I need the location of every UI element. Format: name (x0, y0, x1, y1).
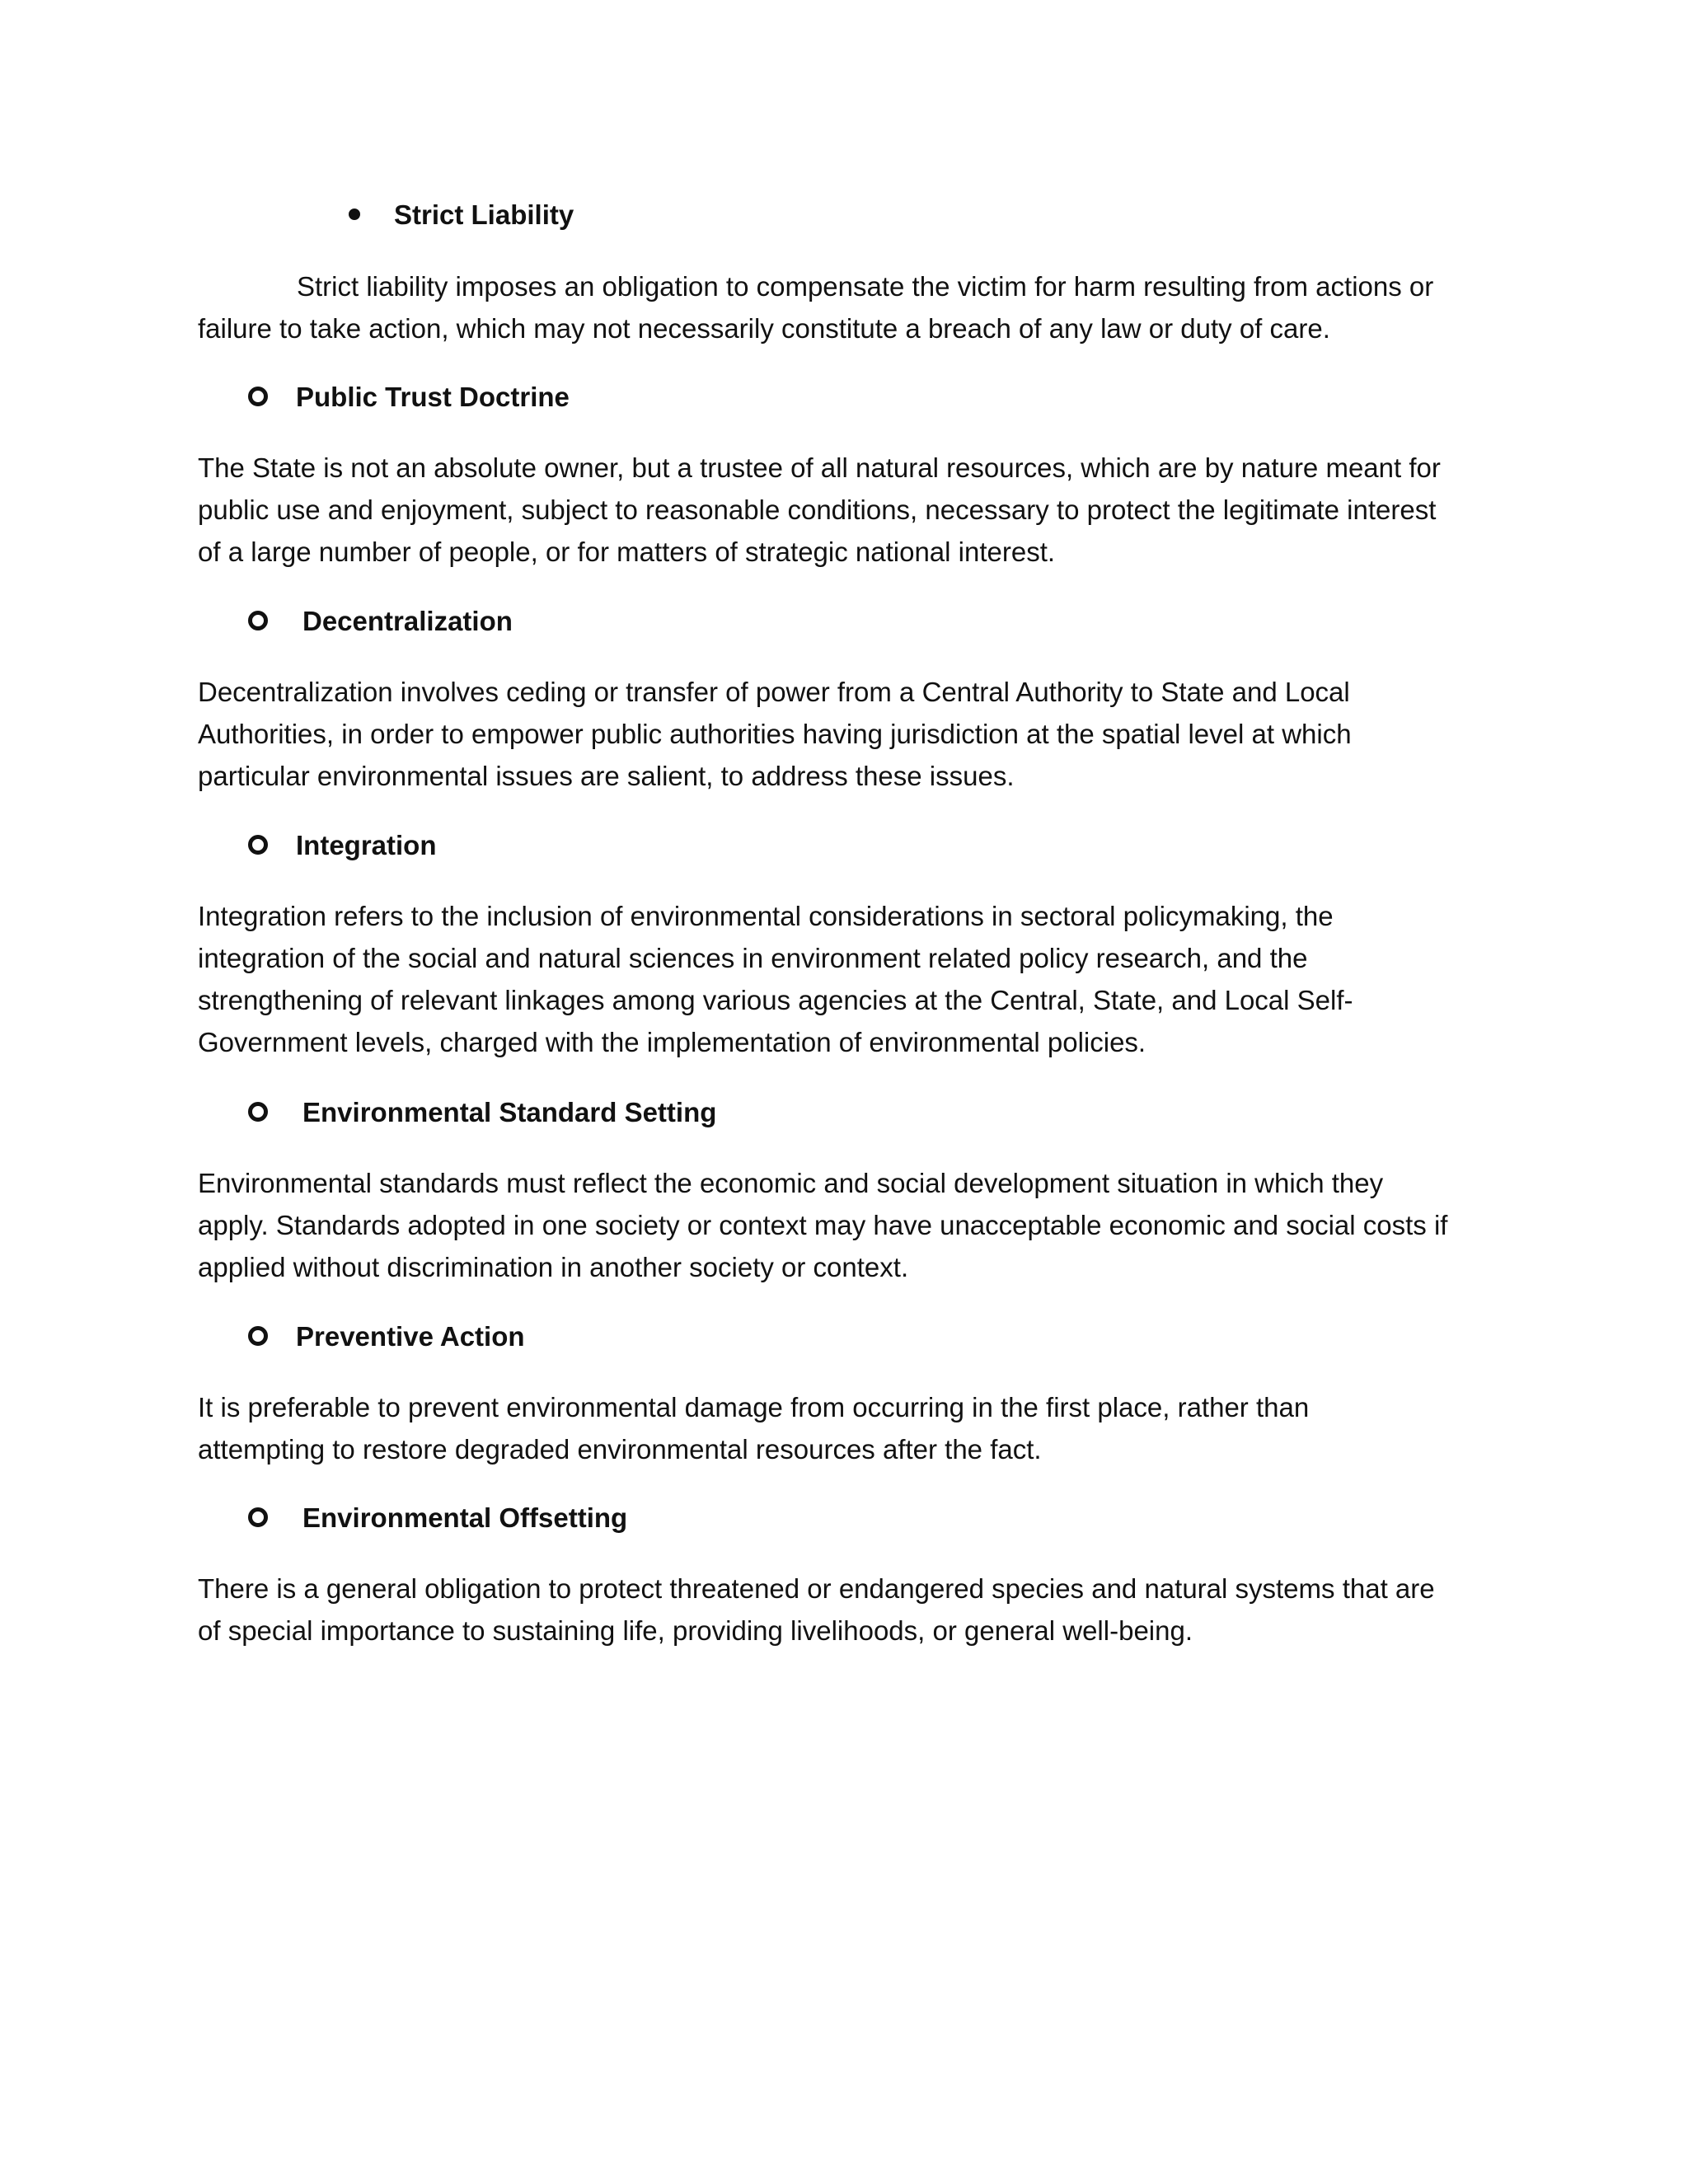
paragraph-line: strengthening of relevant linkages among various agencies at the Central, State, and Local Self- (198, 985, 1353, 1015)
paragraph-line: failure to take action, which may not necessarily constitute a breach of any law or duty of care. (198, 313, 1330, 344)
paragraph-line: applied without discrimination in another society or context. (198, 1252, 909, 1282)
paragraph-line: of a large number of people, or for matters of strategic national interest. (198, 537, 1056, 567)
paragraph-line: integration of the social and natural sciences in environment related policy research, and the (198, 943, 1308, 973)
paragraph-line: apply. Standards adopted in one society or context may have unacceptable economic and social costs if (198, 1210, 1448, 1240)
filled-disc-icon (349, 209, 360, 220)
paragraph-line: particular environmental issues are salient, to address these issues. (198, 761, 1015, 791)
hollow-circle-icon (248, 387, 268, 406)
section-heading-strict-liability: Strict Liability (394, 199, 574, 230)
section-paragraph-decentralization (198, 671, 1484, 797)
paragraph-line: It is preferable to prevent environmental damage from occurring in the first place, rather than (198, 1392, 1310, 1422)
section-heading-environmental-offsetting: Environmental Offsetting (302, 1502, 628, 1533)
paragraph-line: Decentralization involves ceding or transfer of power from a Central Authority to State and Local (198, 677, 1350, 707)
hollow-circle-icon (248, 1326, 268, 1346)
section-paragraph-strict-liability (198, 265, 1484, 349)
hollow-circle-icon (248, 611, 268, 630)
hollow-circle-icon (248, 1102, 268, 1122)
section-paragraph-preventive-action (198, 1386, 1484, 1470)
hollow-circle-icon (248, 835, 268, 855)
section-heading-integration: Integration (296, 830, 437, 860)
paragraph-line: The State is not an absolute owner, but a trustee of all natural resources, which are by nature meant for (198, 452, 1441, 483)
section-paragraph-integration (198, 895, 1484, 1063)
paragraph-line: Environmental standards must reflect the economic and social development situation in which they (198, 1168, 1384, 1198)
paragraph-line: of special importance to sustaining life, providing livelihoods, or general well-being. (198, 1615, 1193, 1646)
section-paragraph-environmental-offsetting (198, 1568, 1484, 1652)
paragraph-line: Strict liability imposes an obligation to compensate the victim for harm resulting from actions or (297, 271, 1434, 302)
paragraph-line: Government levels, charged with the implementation of environmental policies. (198, 1027, 1146, 1057)
paragraph-line: attempting to restore degraded environmental resources after the fact. (198, 1434, 1042, 1465)
hollow-circle-icon (248, 1507, 268, 1527)
section-heading-environmental-standard-setting: Environmental Standard Setting (302, 1097, 717, 1127)
section-heading-public-trust-doctrine: Public Trust Doctrine (296, 382, 570, 412)
paragraph-line: Authorities, in order to empower public authorities having jurisdiction at the spatial level at which (198, 719, 1352, 749)
section-paragraph-public-trust-doctrine (198, 447, 1484, 573)
paragraph-line: There is a general obligation to protect threatened or endangered species and natural systems that are (198, 1573, 1435, 1604)
section-heading-preventive-action: Preventive Action (296, 1321, 525, 1352)
paragraph-line: public use and enjoyment, subject to reasonable conditions, necessary to protect the legitimate interest (198, 494, 1437, 525)
section-paragraph-environmental-standard-setting (198, 1162, 1484, 1288)
paragraph-line: Integration refers to the inclusion of environmental considerations in sectoral policymaking, the (198, 901, 1334, 931)
section-heading-decentralization: Decentralization (302, 606, 513, 636)
